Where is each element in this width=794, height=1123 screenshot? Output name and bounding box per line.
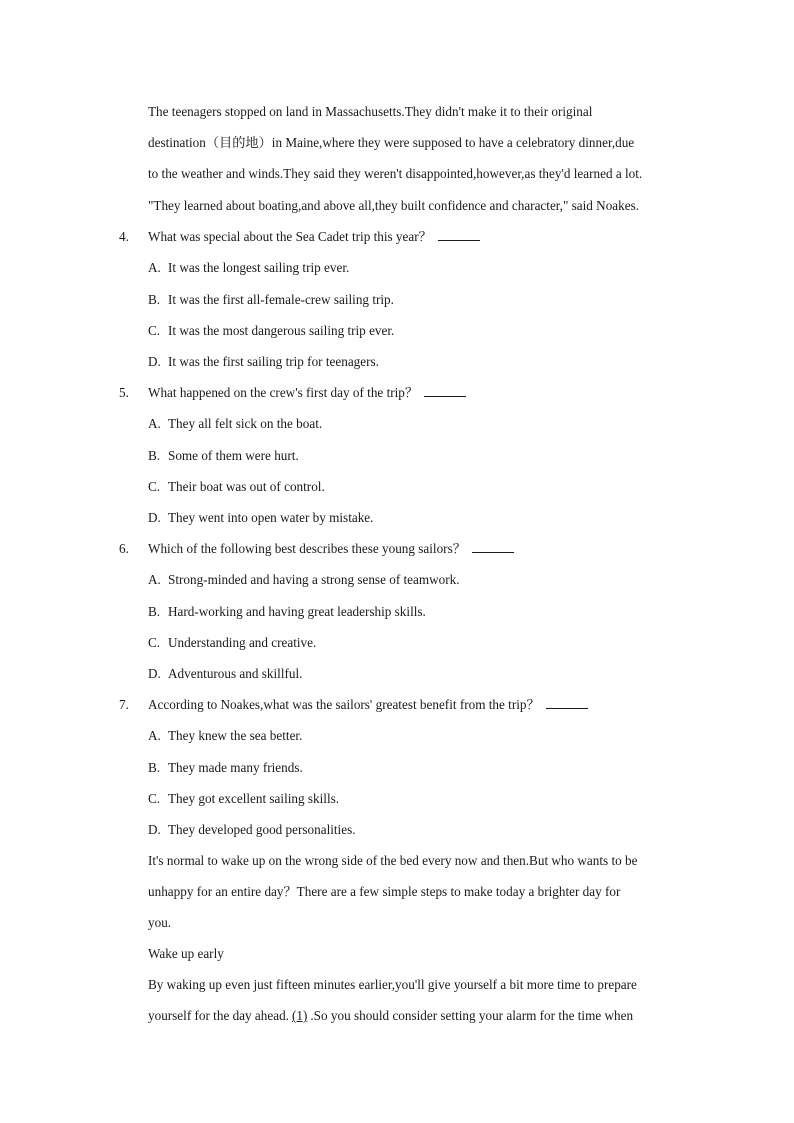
option-text: They knew the sea better. bbox=[168, 728, 303, 743]
option-item bbox=[148, 477, 325, 497]
option-letter: D. bbox=[148, 822, 161, 837]
option-text: It was the most dangerous sailing trip ever. bbox=[168, 323, 395, 338]
question-number: 6. bbox=[119, 541, 129, 556]
option-item bbox=[148, 258, 349, 278]
option-item bbox=[148, 820, 356, 840]
option-text: They developed good personalities. bbox=[168, 822, 356, 837]
question-prompt: What was special about the Sea Cadet trip this year？ bbox=[148, 229, 432, 244]
option-letter: A. bbox=[148, 416, 161, 431]
option-item bbox=[148, 352, 379, 372]
question-prompt: Which of the following best describes these young sailors？ bbox=[148, 541, 466, 556]
section-heading: Wake up early bbox=[148, 946, 224, 961]
option-item bbox=[148, 290, 394, 310]
option-text: It was the longest sailing trip ever. bbox=[168, 260, 350, 275]
option-item bbox=[148, 789, 339, 809]
question-text bbox=[148, 227, 480, 247]
option-text: Strong-minded and having a strong sense of teamwork. bbox=[168, 572, 460, 587]
option-item bbox=[148, 602, 426, 622]
option-letter: D. bbox=[148, 510, 161, 525]
option-item bbox=[148, 321, 394, 341]
option-text: Understanding and creative. bbox=[168, 635, 317, 650]
option-text: Some of them were hurt. bbox=[168, 448, 299, 463]
question-text bbox=[148, 539, 514, 559]
passage-line: you. bbox=[148, 915, 172, 930]
question-prompt: According to Noakes,what was the sailors' greatest benefit from the trip？ bbox=[148, 697, 540, 712]
option-text: Their boat was out of control. bbox=[168, 479, 325, 494]
question-number: 5. bbox=[119, 385, 129, 400]
question-text bbox=[148, 383, 466, 403]
passage-line: unhappy for an entire day？There are a few simple steps to make today a brighter day for bbox=[148, 884, 621, 899]
option-letter: A. bbox=[148, 728, 161, 743]
passage-line: to the weather and winds.They said they weren't disappointed,however,as they'd learned a lot. bbox=[148, 166, 643, 181]
question-prompt: What happened on the crew's first day of the trip？ bbox=[148, 385, 419, 400]
option-text: They went into open water by mistake. bbox=[168, 510, 374, 525]
option-letter: A. bbox=[148, 572, 161, 587]
option-text: Adventurous and skillful. bbox=[168, 666, 303, 681]
option-letter: B. bbox=[148, 604, 161, 619]
option-text: They all felt sick on the boat. bbox=[168, 416, 323, 431]
option-letter: C. bbox=[148, 323, 161, 338]
option-item bbox=[148, 414, 322, 434]
passage-text: yourself for the day ahead. bbox=[148, 1008, 289, 1023]
passage-text: .So you should consider setting your alarm for the time when bbox=[310, 1008, 634, 1023]
option-item bbox=[148, 633, 316, 653]
option-letter: C. bbox=[148, 479, 161, 494]
passage-line: By waking up even just fifteen minutes earlier,you'll give yourself a bit more time to prepare bbox=[148, 977, 637, 992]
answer-blank[interactable] bbox=[424, 384, 466, 397]
passage-line: "They learned about boating,and above all,they built confidence and character," said Noakes. bbox=[148, 198, 640, 213]
passage-line: The teenagers stopped on land in Massachusetts.They didn't make it to their original bbox=[148, 104, 593, 119]
answer-blank[interactable] bbox=[438, 228, 480, 241]
option-letter: B. bbox=[148, 292, 161, 307]
option-letter: C. bbox=[148, 635, 161, 650]
option-text: They got excellent sailing skills. bbox=[168, 791, 340, 806]
option-text: It was the first sailing trip for teenagers. bbox=[168, 354, 379, 369]
option-letter: B. bbox=[148, 448, 161, 463]
option-letter: B. bbox=[148, 760, 161, 775]
question-number: 4. bbox=[119, 229, 129, 244]
option-letter: D. bbox=[148, 354, 161, 369]
passage-line bbox=[148, 1006, 633, 1026]
option-text: It was the first all-female-crew sailing trip. bbox=[168, 292, 394, 307]
option-letter: A. bbox=[148, 260, 161, 275]
option-text: Hard-working and having great leadership skills. bbox=[168, 604, 426, 619]
option-text: They made many friends. bbox=[168, 760, 303, 775]
answer-blank[interactable] bbox=[472, 540, 514, 553]
blank-label[interactable]: (1) bbox=[291, 1008, 308, 1023]
option-item bbox=[148, 508, 373, 528]
option-letter: C. bbox=[148, 791, 161, 806]
option-item bbox=[148, 726, 302, 746]
option-item bbox=[148, 758, 303, 778]
question-number: 7. bbox=[119, 697, 129, 712]
option-item bbox=[148, 446, 299, 466]
option-letter: D. bbox=[148, 666, 161, 681]
passage-line: It's normal to wake up on the wrong side of the bed every now and then.But who wants to be bbox=[148, 853, 638, 868]
option-item bbox=[148, 664, 302, 684]
answer-blank[interactable] bbox=[546, 696, 588, 709]
option-item bbox=[148, 570, 460, 590]
question-text bbox=[148, 695, 588, 715]
passage-line: destination（目的地）in Maine,where they were supposed to have a celebratory dinner,due bbox=[148, 135, 635, 150]
